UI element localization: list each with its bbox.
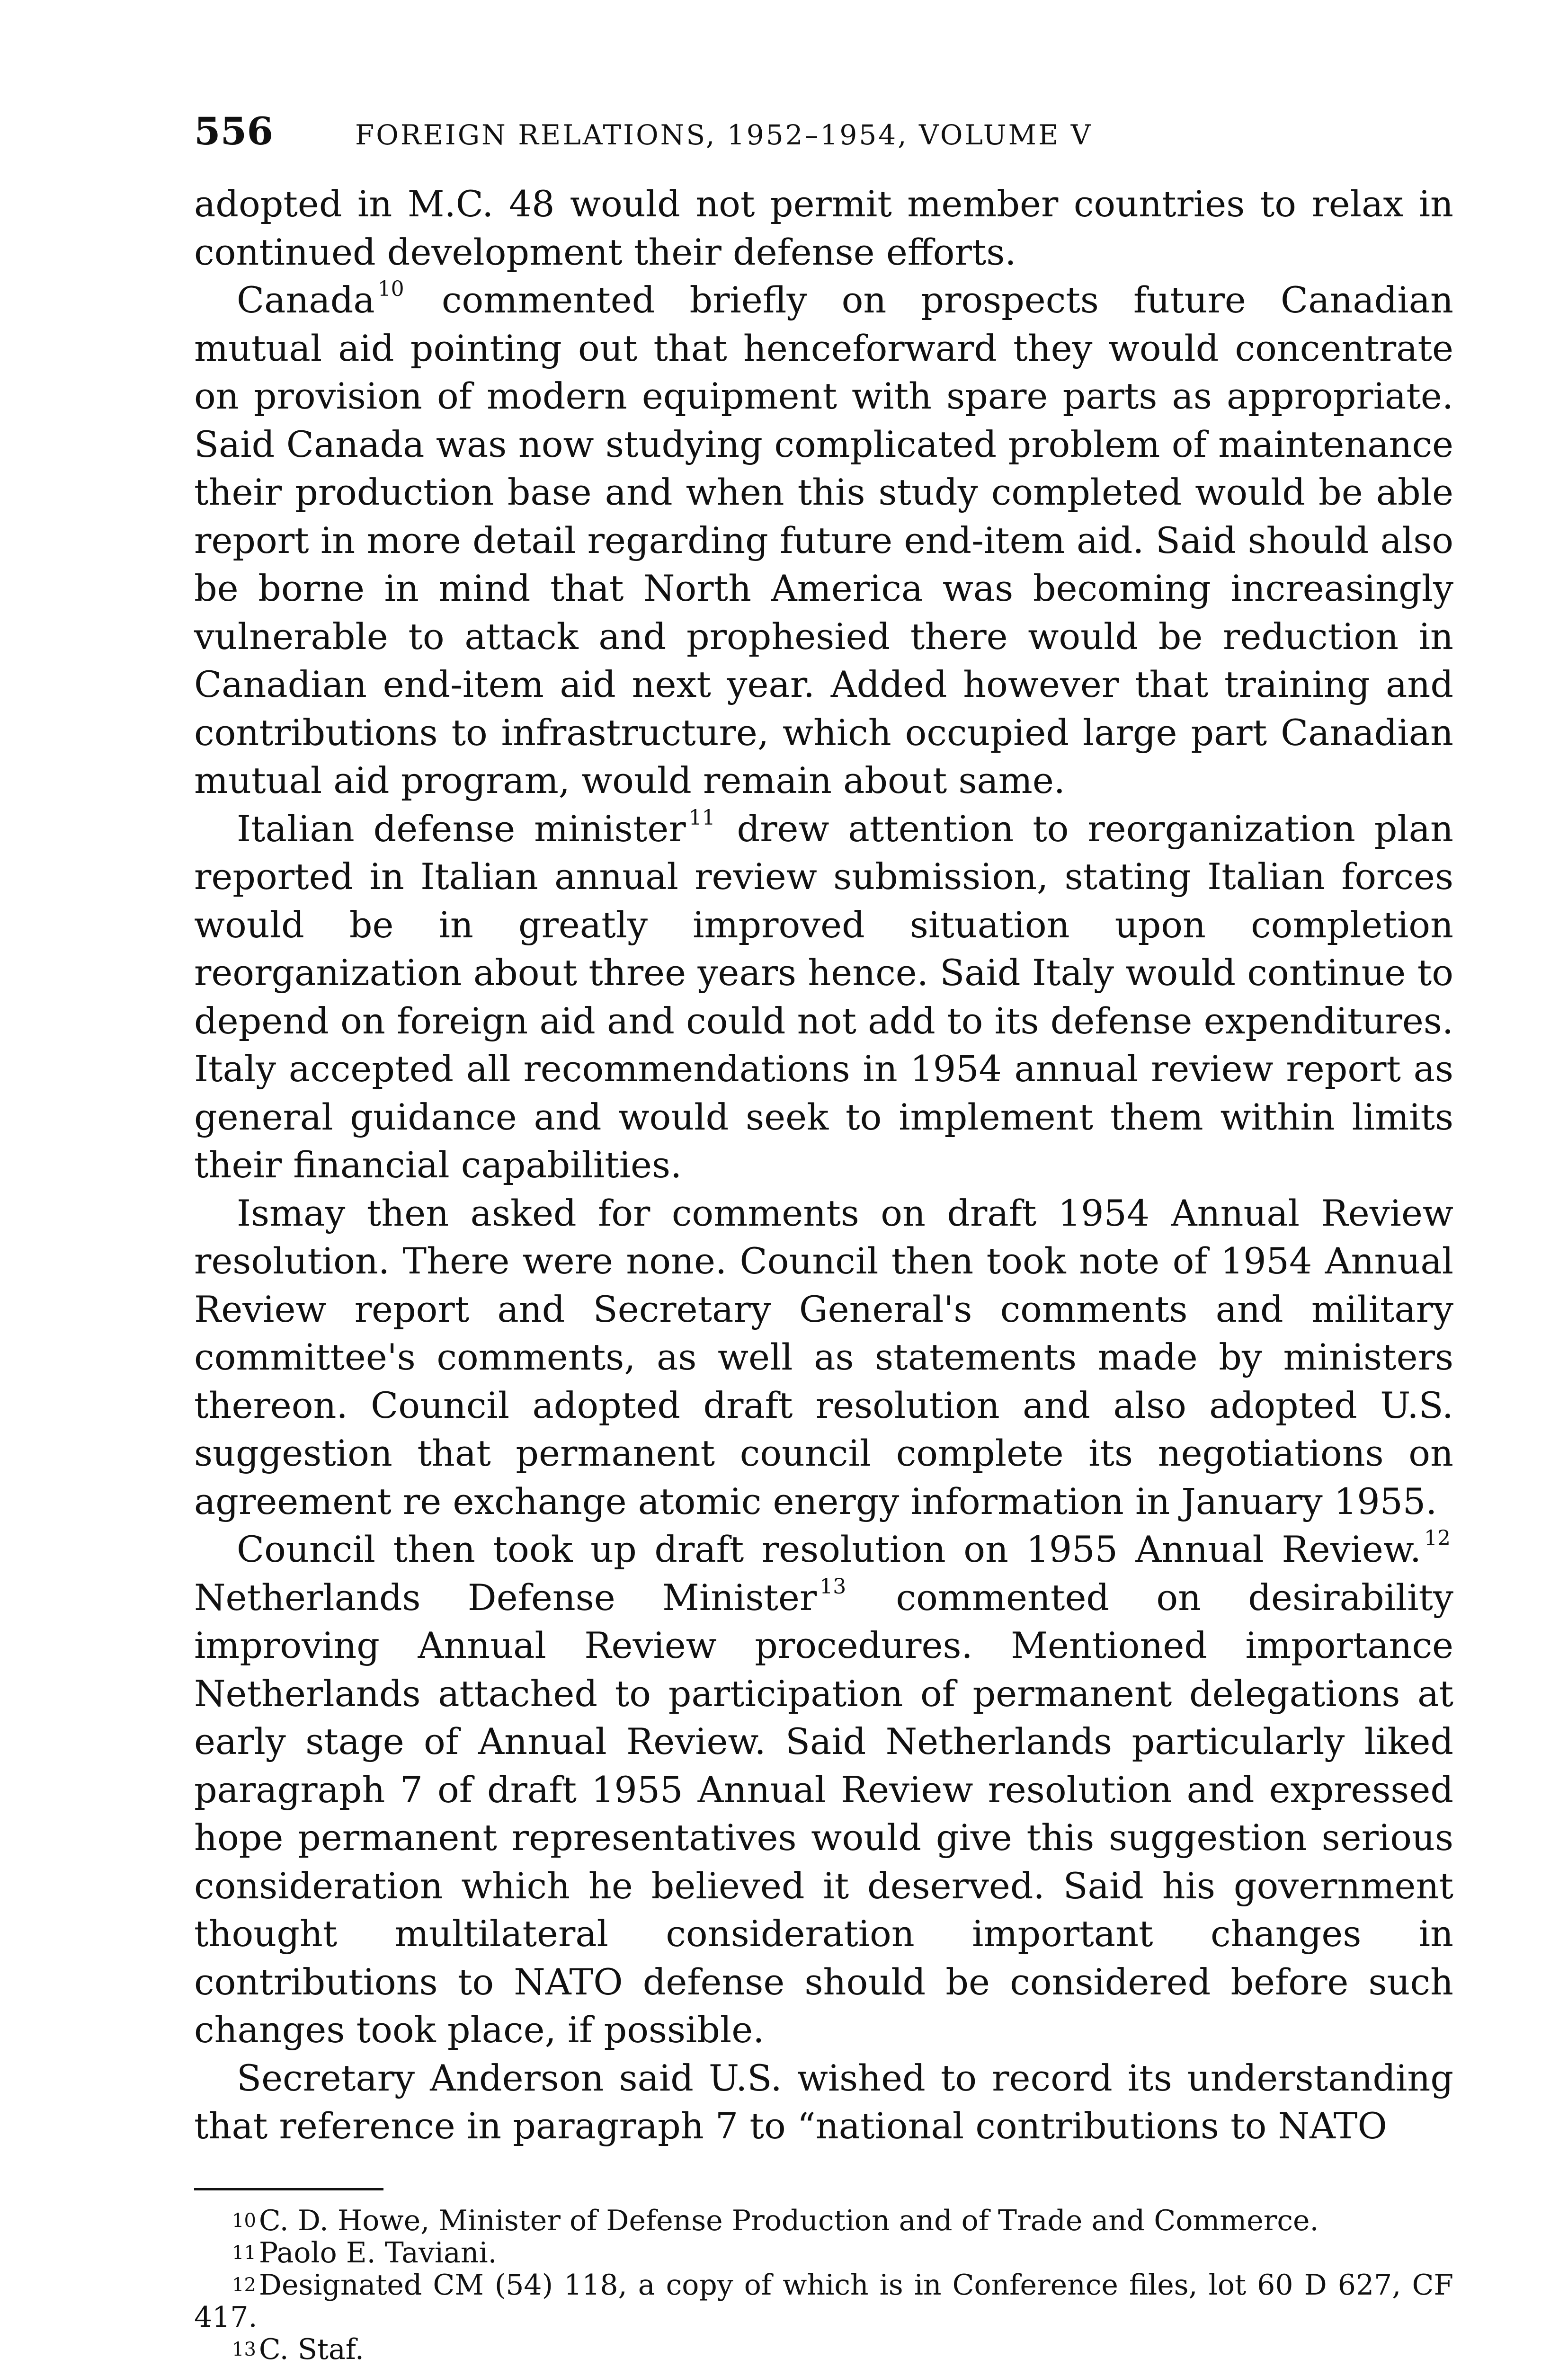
footnote-reference: 10: [377, 277, 404, 301]
paragraph-text: Canada: [237, 279, 375, 321]
footnote-reference: 12: [1424, 1526, 1451, 1550]
footnote-text: Designated CM (54) 118, a copy of which is in Conference files, lot 60 D 627, CF 417.: [194, 2268, 1453, 2334]
paragraph-text: Italian defense minister: [237, 807, 686, 850]
footnote-text: C. Staf.: [258, 2332, 364, 2366]
paragraph-text: drew attention to reorganization plan reported in Italian annual review submission, stating Italian forces would be in greatly improved situation upon completion reorganization about three years hence. Said Italy would continue to depend on foreign aid and could not add to its defense expenditures. Italy accepted all recommendations in 1954 annual review report as general guidance and would seek to implement them within limits their financial capabilities.: [194, 807, 1453, 1186]
paragraph: [194, 2054, 1453, 2150]
footnote-reference: 13: [820, 1574, 846, 1599]
paragraph: [194, 180, 1453, 276]
footnote-mark: 10: [232, 2209, 256, 2232]
paragraph-text: Netherlands Defense Minister: [194, 1576, 817, 1619]
footnote-reference: 11: [688, 805, 715, 830]
footnote-text: Paolo E. Taviani.: [258, 2236, 497, 2269]
paragraph: [194, 1525, 1453, 2054]
footnote-mark: 12: [232, 2274, 256, 2296]
footnote: [194, 2269, 1453, 2333]
footnote-mark: 13: [232, 2338, 256, 2360]
page-number: 556: [194, 109, 273, 153]
footnote: [194, 2205, 1453, 2237]
footnote-mark: 11: [232, 2242, 256, 2264]
paragraph-text: adopted in M.C. 48 would not permit member countries to relax in continued development their defense efforts.: [194, 183, 1453, 273]
paragraph-text: commented briefly on prospects future Canadian mutual aid pointing out that henceforward they would concentrate on provision of modern equipment with spare parts as appropriate. Said Canada was now studying complicated problem of maintenance their production base and when this study completed would be able report in more detail regarding future end-item aid. Said should also be borne in mind that North America was becoming increasingly vulnerable to attack and prophesied there would be reduction in Canadian end-item aid next year. Added however that training and contributions to infrastructure, which occupied large part Canadian mutual aid program, would remain about same.: [194, 279, 1453, 801]
footnote-rule: [194, 2188, 383, 2190]
paragraph-text: Ismay then asked for comments on draft 1954 Annual Review resolution. There were none. Council then took note of 1954 Annual Review report and Secretary General's comments and military committee's comments, as well as statements made by ministers thereon. Council adopted draft resolution and also adopted U.S. suggestion that permanent council complete its negotiations on agreement re exchange atomic energy information in January 1955.: [194, 1192, 1453, 1522]
paragraph: [194, 805, 1453, 1189]
body-text: [194, 180, 1453, 2150]
paragraph-text: Secretary Anderson said U.S. wished to record its understanding that reference in paragraph 7 to “national contributions to NATO: [194, 2056, 1453, 2147]
footnotes: [194, 2205, 1453, 2366]
paragraph: [194, 276, 1453, 805]
footnote: [194, 2237, 1453, 2269]
footnote-text: C. D. Howe, Minister of Defense Production and of Trade and Commerce.: [258, 2204, 1319, 2237]
paragraph: [194, 1189, 1453, 1526]
footnote: [194, 2333, 1453, 2366]
document-page: [194, 109, 1453, 2366]
running-title: FOREIGN RELATIONS, 1952–1954, VOLUME V: [355, 119, 1093, 151]
paragraph-text: Council then took up draft resolution on 1955 Annual Review.: [237, 1528, 1421, 1570]
paragraph-text: commented on desirability improving Annual Review procedures. Mentioned importance Netherlands attached to participation of permanent delegations at early stage of Annual Review. Said Netherlands particularly liked paragraph 7 of draft 1955 Annual Review resolution and expressed hope permanent representatives would give this suggestion serious consideration which he believed it deserved. Said his government thought multilateral consideration important changes in contributions to NATO defense should be considered before such changes took place, if possible.: [194, 1576, 1453, 2051]
page-header: [194, 109, 1453, 180]
